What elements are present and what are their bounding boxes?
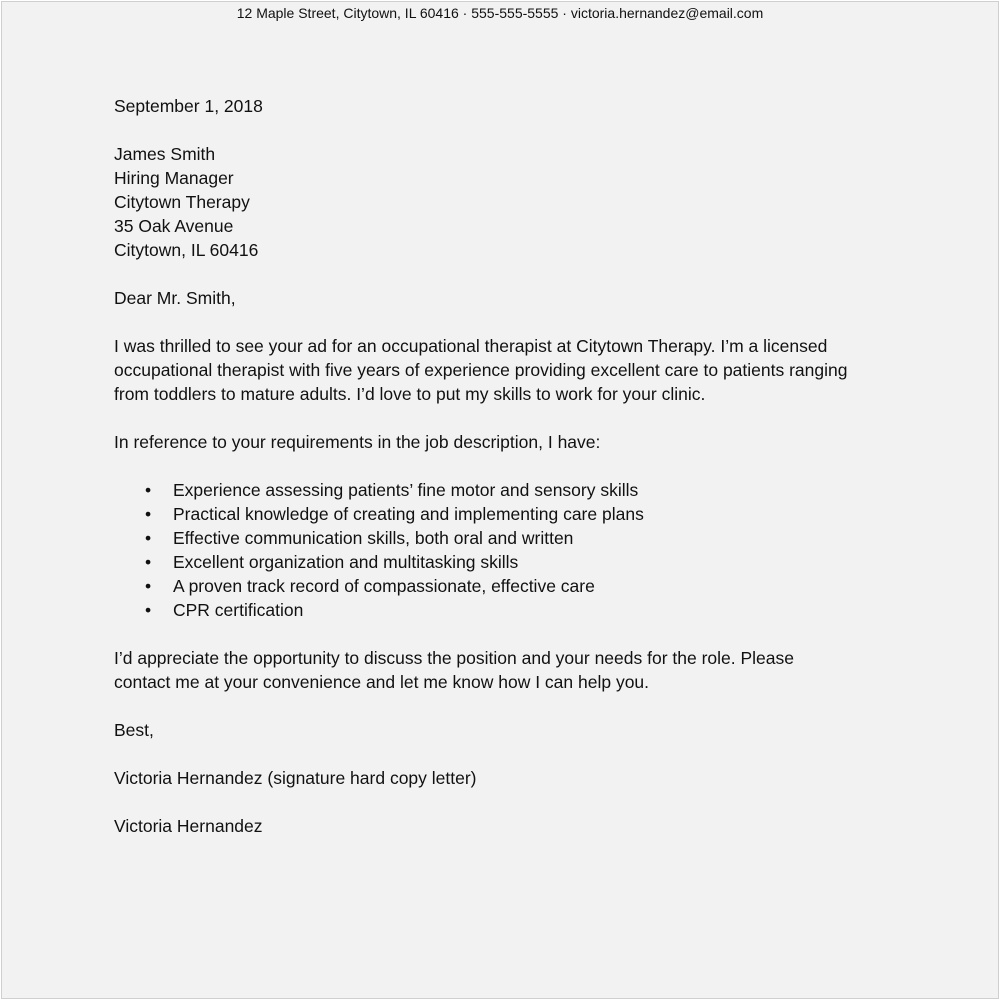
- bullet-icon: •: [145, 480, 152, 500]
- letter-date: September 1, 2018: [114, 96, 263, 116]
- qualifications-list: [114, 478, 914, 622]
- spacer: [114, 118, 914, 142]
- contact-info-header: 12 Maple Street, Citytown, IL 60416 · 555-555-5555 · victoria.hernandez@email.com: [236, 5, 764, 21]
- list-item-text: Experience assessing patients’ fine motor and sensory skills: [173, 480, 639, 500]
- letter-body: [114, 94, 914, 838]
- recipient-street: 35 Oak Avenue: [114, 216, 234, 236]
- recipient-address-block: [114, 142, 914, 262]
- paragraph-line: I’d appreciate the opportunity to discuss the position and your needs for the role. Please: [114, 648, 795, 668]
- spacer: [114, 310, 914, 334]
- list-item-text: Excellent organization and multitasking skills: [173, 552, 519, 572]
- list-item: [114, 478, 914, 502]
- list-item: [114, 502, 914, 526]
- bullet-icon: •: [145, 600, 152, 620]
- closing-paragraph: [114, 646, 914, 694]
- bullet-icon: •: [145, 552, 152, 572]
- list-item-text: CPR certification: [173, 600, 304, 620]
- list-item: [114, 550, 914, 574]
- recipient-title: Hiring Manager: [114, 168, 234, 188]
- paragraph-line: occupational therapist with five years of experience providing excellent care to patients ranging: [114, 360, 848, 380]
- spacer: [114, 790, 914, 814]
- paragraph-line: from toddlers to mature adults. I’d love to put my skills to work for your clinic.: [114, 384, 706, 404]
- spacer: [114, 454, 914, 478]
- bullet-icon: •: [145, 504, 152, 524]
- typed-name: Victoria Hernandez: [114, 816, 263, 836]
- list-item: [114, 574, 914, 598]
- paragraph-line: contact me at your convenience and let me know how I can help you.: [114, 672, 650, 692]
- requirements-intro: In reference to your requirements in the job description, I have:: [114, 432, 601, 452]
- salutation: Dear Mr. Smith,: [114, 288, 236, 308]
- signature-note: Victoria Hernandez (signature hard copy letter): [114, 768, 477, 788]
- spacer: [114, 742, 914, 766]
- spacer: [114, 622, 914, 646]
- list-item-text: A proven track record of compassionate, effective care: [173, 576, 595, 596]
- list-item-text: Effective communication skills, both oral and written: [173, 528, 574, 548]
- spacer: [114, 262, 914, 286]
- paragraph-line: I was thrilled to see your ad for an occupational therapist at Citytown Therapy. I’m a licensed: [114, 336, 828, 356]
- closing: Best,: [114, 720, 154, 740]
- letter-page: [1, 1, 999, 999]
- list-item: [114, 598, 914, 622]
- list-item-text: Practical knowledge of creating and implementing care plans: [173, 504, 644, 524]
- recipient-name: James Smith: [114, 144, 216, 164]
- intro-paragraph: [114, 334, 914, 406]
- list-item: [114, 526, 914, 550]
- spacer: [114, 694, 914, 718]
- bullet-icon: •: [145, 576, 152, 596]
- bullet-icon: •: [145, 528, 152, 548]
- recipient-company: Citytown Therapy: [114, 192, 250, 212]
- recipient-city: Citytown, IL 60416: [114, 240, 259, 260]
- spacer: [114, 406, 914, 430]
